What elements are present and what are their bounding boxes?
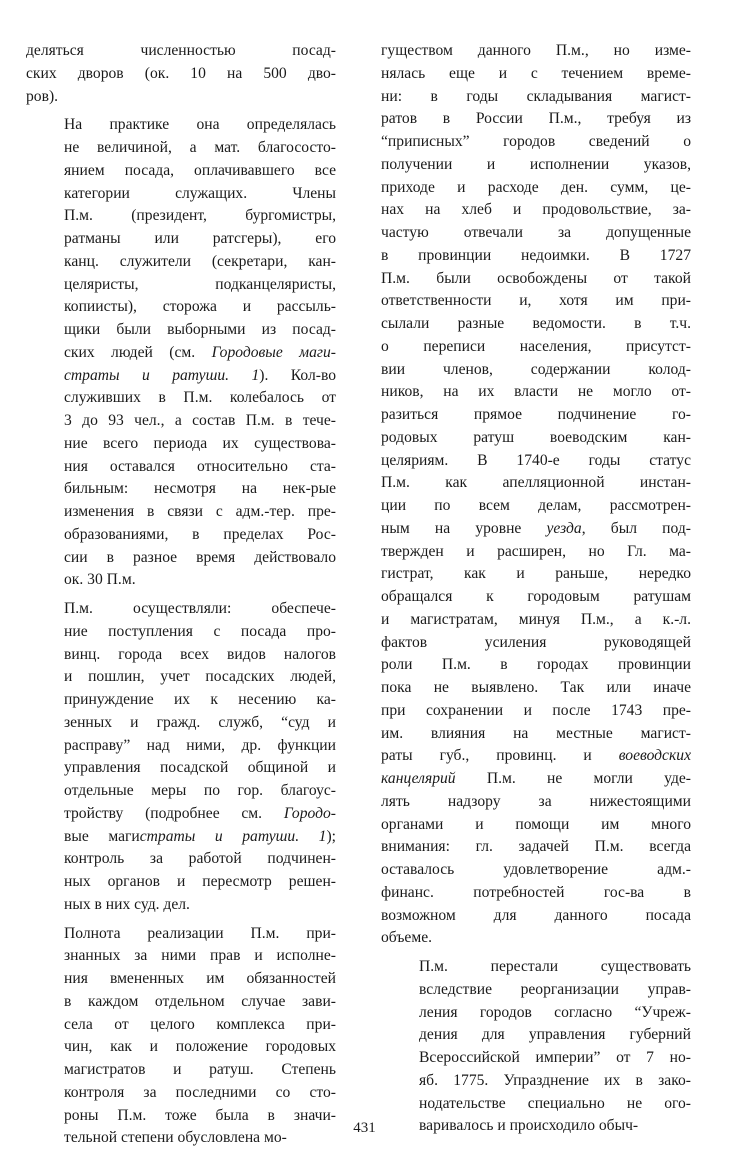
paragraph xyxy=(26,40,336,108)
text-line: нялась еще и с течением време- xyxy=(381,64,691,82)
text-line: Всероссийской империи” от 7 но- xyxy=(419,1049,691,1066)
text-line: чин, как и положение городовых xyxy=(64,1038,336,1056)
text-line: управления посадской общиной и xyxy=(64,759,336,777)
right-column xyxy=(381,40,691,1138)
text-line: ских дворов (ок. 10 на 500 дво- xyxy=(26,64,336,82)
text-line: бильным: несмотря на нек-рые xyxy=(64,480,336,498)
text-line: лять надзору за нижестоящими xyxy=(381,792,691,810)
text-line: ние поступления с посада про- xyxy=(64,622,336,640)
text-line: гуществом данного П.м., но изме- xyxy=(381,42,691,59)
text-line: деляться численностью посад- xyxy=(26,42,336,59)
paragraph xyxy=(26,114,336,592)
text-line: им. влияния на местные магист- xyxy=(381,724,691,742)
text-line: тройству (подробнее см. Городо- xyxy=(64,804,336,822)
text-line: целяристы, подканцеляристы, xyxy=(64,275,336,293)
text-line: служивших в П.м. колебалось от xyxy=(64,389,336,407)
text-line: оставалось удовлетворение адм.- xyxy=(381,861,691,878)
text-line: раты губ., провинц. и воеводских xyxy=(381,747,691,765)
text-line: ок. 30 П.м. xyxy=(64,571,136,589)
text-line: нодательстве специально не ого- xyxy=(419,1094,691,1112)
left-column xyxy=(26,40,336,1150)
text-line: разиться прямое подчинение го- xyxy=(381,406,691,423)
text-line: На практике она определялась xyxy=(64,116,336,134)
text-line: объеме. xyxy=(381,929,433,947)
text-line: ров). xyxy=(26,87,59,105)
text-line: фактов усиления руководящей xyxy=(381,633,691,651)
text-line: органами и помощи им много xyxy=(381,815,691,833)
text-line: сылали разные ведомости. в т.ч. xyxy=(381,315,691,332)
text-line: ным на уровне уезда, был под- xyxy=(381,519,691,537)
text-line: ских людей (см. Городовые маги- xyxy=(64,343,336,361)
text-line: пока не выявлено. Так или иначе xyxy=(381,679,691,696)
italic-term: канцелярий xyxy=(381,770,456,787)
text-line: тельной степени обусловлена мо- xyxy=(64,1129,287,1147)
text-line: о переписи населения, присутст- xyxy=(381,337,691,355)
text-line: “приписных” городов сведений о xyxy=(381,133,691,150)
text-line: финанс. потребностей гос-ва в xyxy=(381,883,691,901)
text-line: внимания: гл. задачей П.м. всегда xyxy=(381,838,691,856)
text-line: П.м. осуществляли: обеспече- xyxy=(64,600,336,617)
text-line: родовых ратуш воеводским кан- xyxy=(381,428,691,446)
text-line: в каждом отдельном случае зави- xyxy=(64,992,336,1010)
text-line: П.м. перестали существовать xyxy=(419,958,691,975)
text-line: янием посада, оплачивавшего все xyxy=(64,161,336,179)
italic-term: страты и ратуши. 1 xyxy=(139,827,327,845)
text-line: категории служащих. Члены xyxy=(64,184,336,202)
text-line: щики были выборными из посад- xyxy=(64,321,336,338)
paragraph xyxy=(26,598,336,917)
text-line: контроль за работой подчинен- xyxy=(64,850,336,868)
text-line: отдельные меры по гор. благоус- xyxy=(64,782,336,799)
text-line: села от целого комплекса при- xyxy=(64,1015,336,1033)
text-line: расправу” над ними, др. функции xyxy=(64,736,336,754)
text-line: частую отвечали за допущенные xyxy=(381,224,691,241)
text-line: изменения в связи с адм.-тер. пре- xyxy=(64,503,336,520)
text-line: магистратов и ратуш. Степень xyxy=(64,1061,336,1078)
italic-term: страты и ратуши. 1 xyxy=(64,366,260,384)
text-line: принуждение их к несению ка- xyxy=(64,691,336,708)
text-line: возможном для данного посада xyxy=(381,906,691,924)
text-line: ния вмененных им обязанностей xyxy=(64,970,336,987)
text-line: ние всего периода их существова- xyxy=(64,434,336,452)
page-number: 431 xyxy=(353,1120,376,1136)
text-line: яб. 1775. Упразднение их в зако- xyxy=(419,1071,691,1089)
text-line: нах на хлеб и продовольствие, за- xyxy=(381,201,691,219)
text-line: вследствие реорганизации управ- xyxy=(419,980,691,998)
text-line: гистрат, как и раньше, нередко xyxy=(381,565,691,583)
text-line: канц. служители (секретари, кан- xyxy=(64,252,336,270)
text-line: варивалось и происходило обыч- xyxy=(419,1117,639,1135)
paragraph xyxy=(381,40,691,950)
italic-term: воеводских xyxy=(618,747,691,765)
text-line: сии в разное время действовало xyxy=(64,548,336,566)
text-line: образованиями, в пределах Рос- xyxy=(64,525,336,543)
text-line: копиисты), сторожа и рассыль- xyxy=(64,298,336,316)
italic-term: Городо- xyxy=(283,804,336,822)
text-line: ции по всем делам, рассмотрен- xyxy=(381,497,691,514)
text-line: не величиной, а мат. благососто- xyxy=(64,139,336,156)
text-line: обращался к городовым ратушам xyxy=(381,588,691,605)
text-line: в провинции недоимки. В 1727 xyxy=(381,246,691,264)
text-line: П.м. (президент, бургомистры, xyxy=(64,207,336,225)
text-line: Полнота реализации П.м. при- xyxy=(64,924,336,942)
text-line: при сохранении и после 1743 пре- xyxy=(381,701,691,719)
text-line: ответственности и, хотя им при- xyxy=(381,292,691,310)
text-line: ления городов согласно “Учреж- xyxy=(419,1003,691,1021)
text-line: ников, на их власти не могло от- xyxy=(381,383,691,401)
text-line: роли П.м. в городах провинции xyxy=(381,656,691,674)
italic-term: Городовые маги- xyxy=(211,343,336,361)
text-line: знанных за ними прав и исполне- xyxy=(64,947,336,965)
text-line: зенных и гражд. служб, “суд и xyxy=(64,713,336,731)
text-line: ратов в России П.м., требуя из xyxy=(381,110,691,128)
italic-term: уезда xyxy=(546,519,582,537)
text-line: ратманы или ратсгеры), его xyxy=(64,230,336,247)
text-line: винц. города всех видов налогов xyxy=(64,645,336,663)
text-line: П.м. были освобождены от такой xyxy=(381,269,691,287)
text-line: целяриям. В 1740-е годы статус xyxy=(381,451,691,469)
text-line: контроля за последними со сто- xyxy=(64,1083,336,1101)
text-line: и пошлин, учет посадских людей, xyxy=(64,668,336,686)
text-line: страты и ратуши. 1). Кол-во xyxy=(64,366,337,384)
paragraph xyxy=(26,923,336,1151)
text-line: дения для управления губерний xyxy=(419,1026,691,1044)
text-line: ных органов и пересмотр решен- xyxy=(64,873,336,890)
paragraph xyxy=(381,956,691,1138)
text-line: вии членов, содержании колод- xyxy=(381,360,691,378)
text-line: канцелярий П.м. не могли уде- xyxy=(381,770,691,787)
text-line: приходе и расходе ден. сумм, це- xyxy=(381,178,691,196)
text-line: 3 до 93 чел., а состав П.м. в тече- xyxy=(64,412,336,429)
text-line: твержден и расширен, но Гл. ма- xyxy=(381,542,691,560)
text-line: и магистратам, минуя П.м., а к.-л. xyxy=(381,610,691,628)
text-line: ных в них суд. дел. xyxy=(64,895,190,913)
text-line: ния оставался относительно ста- xyxy=(64,457,336,475)
text-line: получении и исполнении указов, xyxy=(381,155,691,173)
text-line: ни: в годы складывания магист- xyxy=(381,87,691,105)
text-line: роны П.м. тоже была в значи- xyxy=(64,1106,336,1124)
text-line: вые магистраты и ратуши. 1); xyxy=(64,827,336,845)
text-line: П.м. как апелляционной инстан- xyxy=(381,474,691,492)
